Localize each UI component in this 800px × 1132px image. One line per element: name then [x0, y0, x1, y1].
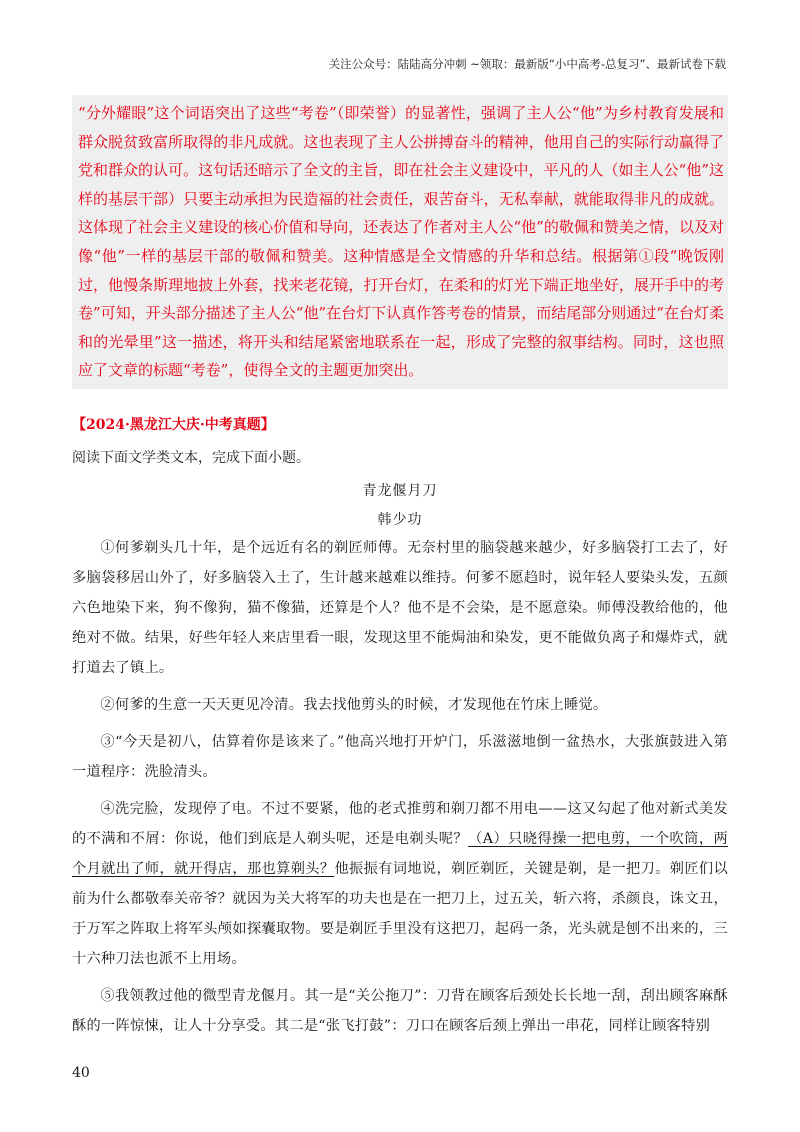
source-tag: 【2024·黑龙江大庆·中考真题】: [72, 417, 275, 433]
answer-explanation-box: [72, 95, 728, 389]
story-body: [72, 533, 728, 1048]
paragraph-3: ③“今天是初八，估算着你是该来了。”他高兴地打开炉门，乐滋滋地倒一盆热水，大张旗鼓进入第一道程序：洗脸清头。: [72, 734, 728, 780]
answer-text: “分外耀眼”这个词语突出了这些“考卷”（即荣誉）的显著性，强调了主人公“他”为乡村教育发展和群众脱贫致富所取得的非凡成就。这也表现了主人公拼搏奋斗的精神，他用自己的实际行动赢得了党和群众的认可。这句话还暗示了全文的主旨，即在社会主义建设中，平凡的人（如主人公“他”这样的基层干部）只要主动承担为民造福的社会责任，艰苦奋斗，无私奉献，就能取得非凡的成就。这体现了社会主义建设的核心价值和导向，还表达了作者对主人公“他”的敬佩和赞美之情，以及对像“他”一样的基层干部的敬佩和赞美。这种情感是全文情感的升华和总结。根据第①段“晚饭刚过，他慢条斯理地披上外套，找来老花镜，打开台灯，在柔和的灯光下端正地坐好，展开手中的考卷”可知，开头部分描述了主人公“他”在台灯下认真作答考卷的情景，而结尾部分则通过“在台灯柔和的光晕里”这一描述，将开头和结尾紧密地联系在一起，形成了完整的叙事结构。同时，这也照应了文章的标题“考卷”，使得全文的主题更加突出。: [78, 104, 724, 380]
paragraph-4: [72, 794, 728, 974]
paragraph-2: ②何爹的生意一天天更见冷清。我去找他剪头的时候，才发现他在竹床上睡觉。: [100, 697, 608, 713]
question-instruction: 阅读下面文学类文本，完成下面小题。: [72, 450, 310, 466]
paragraph-4-intro: ④洗完脸，发现停了电。不过不要紧，他的老式推剪和剃刀都不用电——这又勾起了他对新式美发的不满和不屑：你说，他们到底是人剃头呢，还是电剃头呢？: [72, 801, 728, 847]
page-header: 关注公众号：陆陆高分冲刺 ~领取：最新版“小中高考-总复习”、最新试卷下载: [328, 57, 726, 71]
story-author: 韩少功: [377, 512, 423, 528]
page-number: 40: [72, 1065, 90, 1081]
paragraph-1: ①何爹剃头几十年，是个远近有名的剃匠师傅。无奈村里的脑袋越来越少，好多脑袋打工去了，好多脑袋移居山外了，好多脑袋入土了，生计越来越难以维持。何爹不愿趋时，说年轻人要染头发，五颜六色地染下来，狗不像狗，猫不像猫，还算是个人？他不是不会染，是不愿意染。师傅没教给他的，他绝对不做。结果，好些年轻人来店里看一眼，发现这里不能焗油和染发，更不能做负离子和爆炸式，就打道去了镇上。: [72, 540, 728, 676]
underlined-sentence-a: （A）只晓得操一把电剪，一个吹筒，两个月就出了师，就开得店，那也算剃头？: [72, 831, 728, 877]
paragraph-5: ⑤我领教过他的微型青龙偃月。其一是“关公拖刀”：刀背在顾客后颈处长长地一刮，刮出顾客麻酥酥的一阵惊悚，让人十分享受。其二是“张飞打鼓”：刀口在顾客后颈上弹出一串花，同样让顾客特别: [72, 988, 728, 1034]
paragraph-4-rest: 他振振有词地说，剃匠剃匠，关键是剃，是一把刀。剃匠们以前为什么都敬奉关帝爷？就因为关大将军的功夫也是在一把刀上，过五关，斩六将，杀颜良，诛文丑，于万军之阵取上将军头颅如探囊取物。要是剃匠手里没有这把刀，起码一条，光头就是刨不出来的，三十六种刀法也派不上用场。: [72, 861, 728, 967]
story-title: 青龙偃月刀: [362, 483, 438, 499]
